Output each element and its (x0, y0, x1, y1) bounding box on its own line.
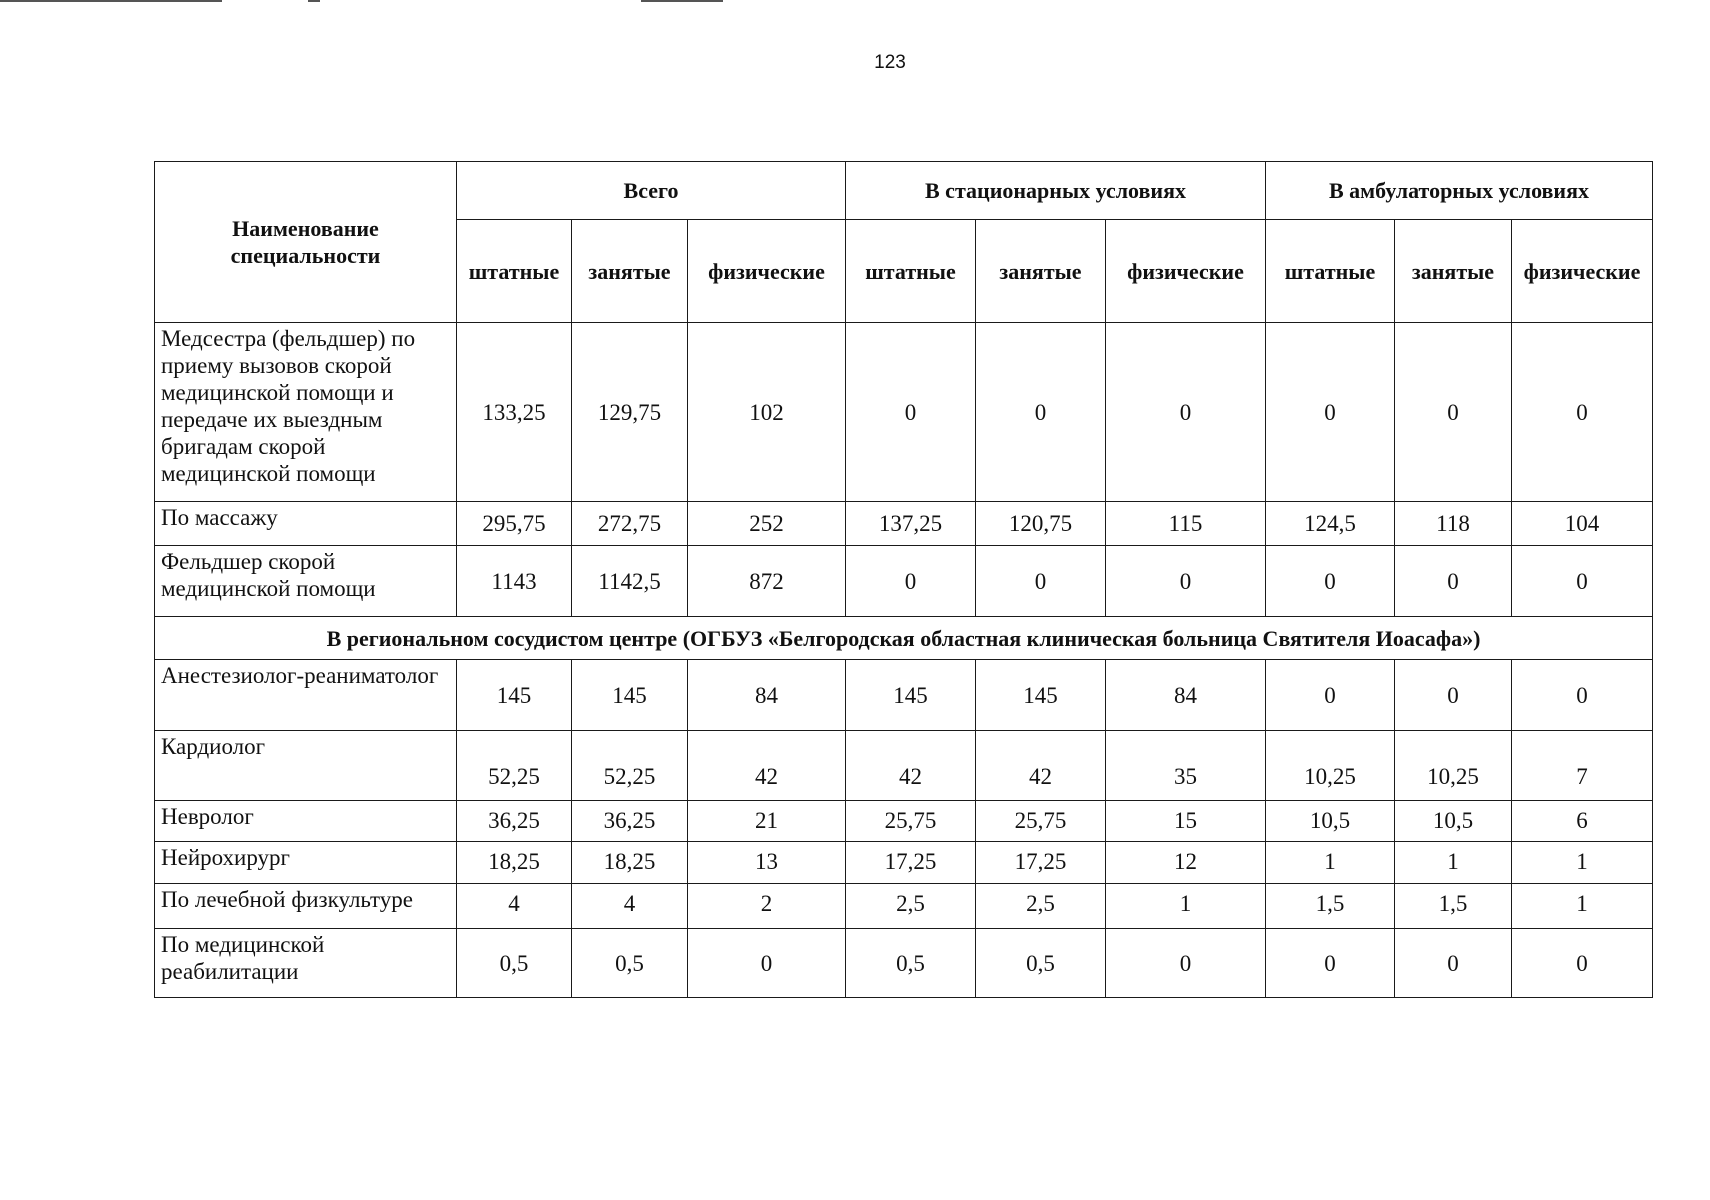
subheader-cell: штатные (1266, 220, 1395, 323)
value-cell: 104 (1512, 502, 1653, 546)
value-cell: 52,25 (572, 731, 688, 801)
row-specialty-name: Кардиолог (155, 731, 457, 801)
table-row (155, 731, 1653, 801)
value-cell: 4 (457, 884, 572, 929)
subheader-cell: физические (688, 220, 846, 323)
table-row (155, 323, 1653, 502)
value-cell: 0 (846, 323, 976, 502)
value-cell: 0 (1266, 660, 1395, 731)
row-specialty-name: Фельдшер скорой медицинской помощи (155, 546, 457, 617)
subheader-cell: штатные (457, 220, 572, 323)
value-cell: 0 (976, 546, 1106, 617)
value-cell: 145 (846, 660, 976, 731)
value-cell: 0 (976, 323, 1106, 502)
value-cell: 4 (572, 884, 688, 929)
value-cell: 0,5 (572, 929, 688, 998)
subheader-cell: занятые (976, 220, 1106, 323)
subheader-cell: штатные (846, 220, 976, 323)
value-cell: 0 (688, 929, 846, 998)
table-row (155, 502, 1653, 546)
header-row-groups (155, 162, 1653, 220)
value-cell: 1 (1266, 842, 1395, 884)
value-cell: 10,25 (1395, 731, 1512, 801)
row-specialty-name: Медсестра (фельдшер) по приему вызовов скорой медицинской помощи и передаче их выездным бригадам скорой медицинской помощи (155, 323, 457, 502)
value-cell: 1 (1395, 842, 1512, 884)
value-cell: 0 (1395, 929, 1512, 998)
value-cell: 84 (688, 660, 846, 731)
subheader-cell: физические (1512, 220, 1653, 323)
subheader-cell: занятые (1395, 220, 1512, 323)
row-specialty-name: По лечебной физкультуре (155, 884, 457, 929)
value-cell: 0 (1512, 323, 1653, 502)
value-cell: 0 (1266, 929, 1395, 998)
value-cell: 0 (1512, 929, 1653, 998)
subheader-cell: физические (1106, 220, 1266, 323)
header-group-total: Всего (457, 162, 846, 220)
value-cell: 0,5 (846, 929, 976, 998)
value-cell: 252 (688, 502, 846, 546)
value-cell: 145 (976, 660, 1106, 731)
value-cell: 0 (1266, 546, 1395, 617)
value-cell: 21 (688, 801, 846, 842)
row-specialty-name: Нейрохирург (155, 842, 457, 884)
table-row (155, 546, 1653, 617)
value-cell: 10,25 (1266, 731, 1395, 801)
value-cell: 17,25 (976, 842, 1106, 884)
value-cell: 0 (1512, 546, 1653, 617)
value-cell: 129,75 (572, 323, 688, 502)
value-cell: 42 (688, 731, 846, 801)
staff-table (154, 161, 1653, 998)
value-cell: 145 (457, 660, 572, 731)
value-cell: 0 (1395, 546, 1512, 617)
header-group-inpatient: В стационарных условиях (846, 162, 1266, 220)
value-cell: 18,25 (572, 842, 688, 884)
value-cell: 84 (1106, 660, 1266, 731)
value-cell: 12 (1106, 842, 1266, 884)
value-cell: 133,25 (457, 323, 572, 502)
scan-artifact-line (641, 0, 723, 2)
section-title: В региональном сосудистом центре (ОГБУЗ «Белгородская областная клиническая больница Святителя Иоасафа») (155, 617, 1653, 660)
value-cell: 36,25 (457, 801, 572, 842)
row-specialty-name: По массажу (155, 502, 457, 546)
table-row (155, 929, 1653, 998)
value-cell: 1 (1512, 842, 1653, 884)
value-cell: 272,75 (572, 502, 688, 546)
value-cell: 35 (1106, 731, 1266, 801)
page-number: 123 (874, 52, 906, 73)
value-cell: 25,75 (976, 801, 1106, 842)
value-cell: 13 (688, 842, 846, 884)
value-cell: 2 (688, 884, 846, 929)
table-row (155, 660, 1653, 731)
value-cell: 115 (1106, 502, 1266, 546)
value-cell: 1,5 (1395, 884, 1512, 929)
subheader-cell: занятые (572, 220, 688, 323)
value-cell: 1143 (457, 546, 572, 617)
value-cell: 0 (1106, 929, 1266, 998)
value-cell: 102 (688, 323, 846, 502)
value-cell: 0,5 (976, 929, 1106, 998)
value-cell: 0 (1512, 660, 1653, 731)
scan-artifact-line (308, 0, 320, 2)
value-cell: 0 (846, 546, 976, 617)
header-group-outpatient: В амбулаторных условиях (1266, 162, 1653, 220)
value-cell: 7 (1512, 731, 1653, 801)
value-cell: 0 (1106, 323, 1266, 502)
value-cell: 0 (1266, 323, 1395, 502)
value-cell: 1 (1512, 884, 1653, 929)
section-row (155, 617, 1653, 660)
scan-artifact-line (0, 0, 222, 2)
value-cell: 52,25 (457, 731, 572, 801)
value-cell: 18,25 (457, 842, 572, 884)
value-cell: 0 (1395, 660, 1512, 731)
value-cell: 42 (976, 731, 1106, 801)
value-cell: 145 (572, 660, 688, 731)
value-cell: 0 (1106, 546, 1266, 617)
table-row (155, 884, 1653, 929)
value-cell: 118 (1395, 502, 1512, 546)
value-cell: 1 (1106, 884, 1266, 929)
value-cell: 2,5 (976, 884, 1106, 929)
row-specialty-name: Невролог (155, 801, 457, 842)
value-cell: 295,75 (457, 502, 572, 546)
row-specialty-name: По медицинской реабилитации (155, 929, 457, 998)
value-cell: 36,25 (572, 801, 688, 842)
value-cell: 1,5 (1266, 884, 1395, 929)
value-cell: 1142,5 (572, 546, 688, 617)
value-cell: 25,75 (846, 801, 976, 842)
value-cell: 2,5 (846, 884, 976, 929)
value-cell: 124,5 (1266, 502, 1395, 546)
table-row (155, 801, 1653, 842)
value-cell: 0,5 (457, 929, 572, 998)
value-cell: 17,25 (846, 842, 976, 884)
value-cell: 0 (1395, 323, 1512, 502)
row-specialty-name: Анестезиолог-реаниматолог (155, 660, 457, 731)
value-cell: 872 (688, 546, 846, 617)
value-cell: 15 (1106, 801, 1266, 842)
value-cell: 10,5 (1266, 801, 1395, 842)
header-specialty: Наименование специальности (155, 162, 457, 323)
value-cell: 120,75 (976, 502, 1106, 546)
value-cell: 137,25 (846, 502, 976, 546)
table-row (155, 842, 1653, 884)
value-cell: 10,5 (1395, 801, 1512, 842)
value-cell: 42 (846, 731, 976, 801)
value-cell: 6 (1512, 801, 1653, 842)
